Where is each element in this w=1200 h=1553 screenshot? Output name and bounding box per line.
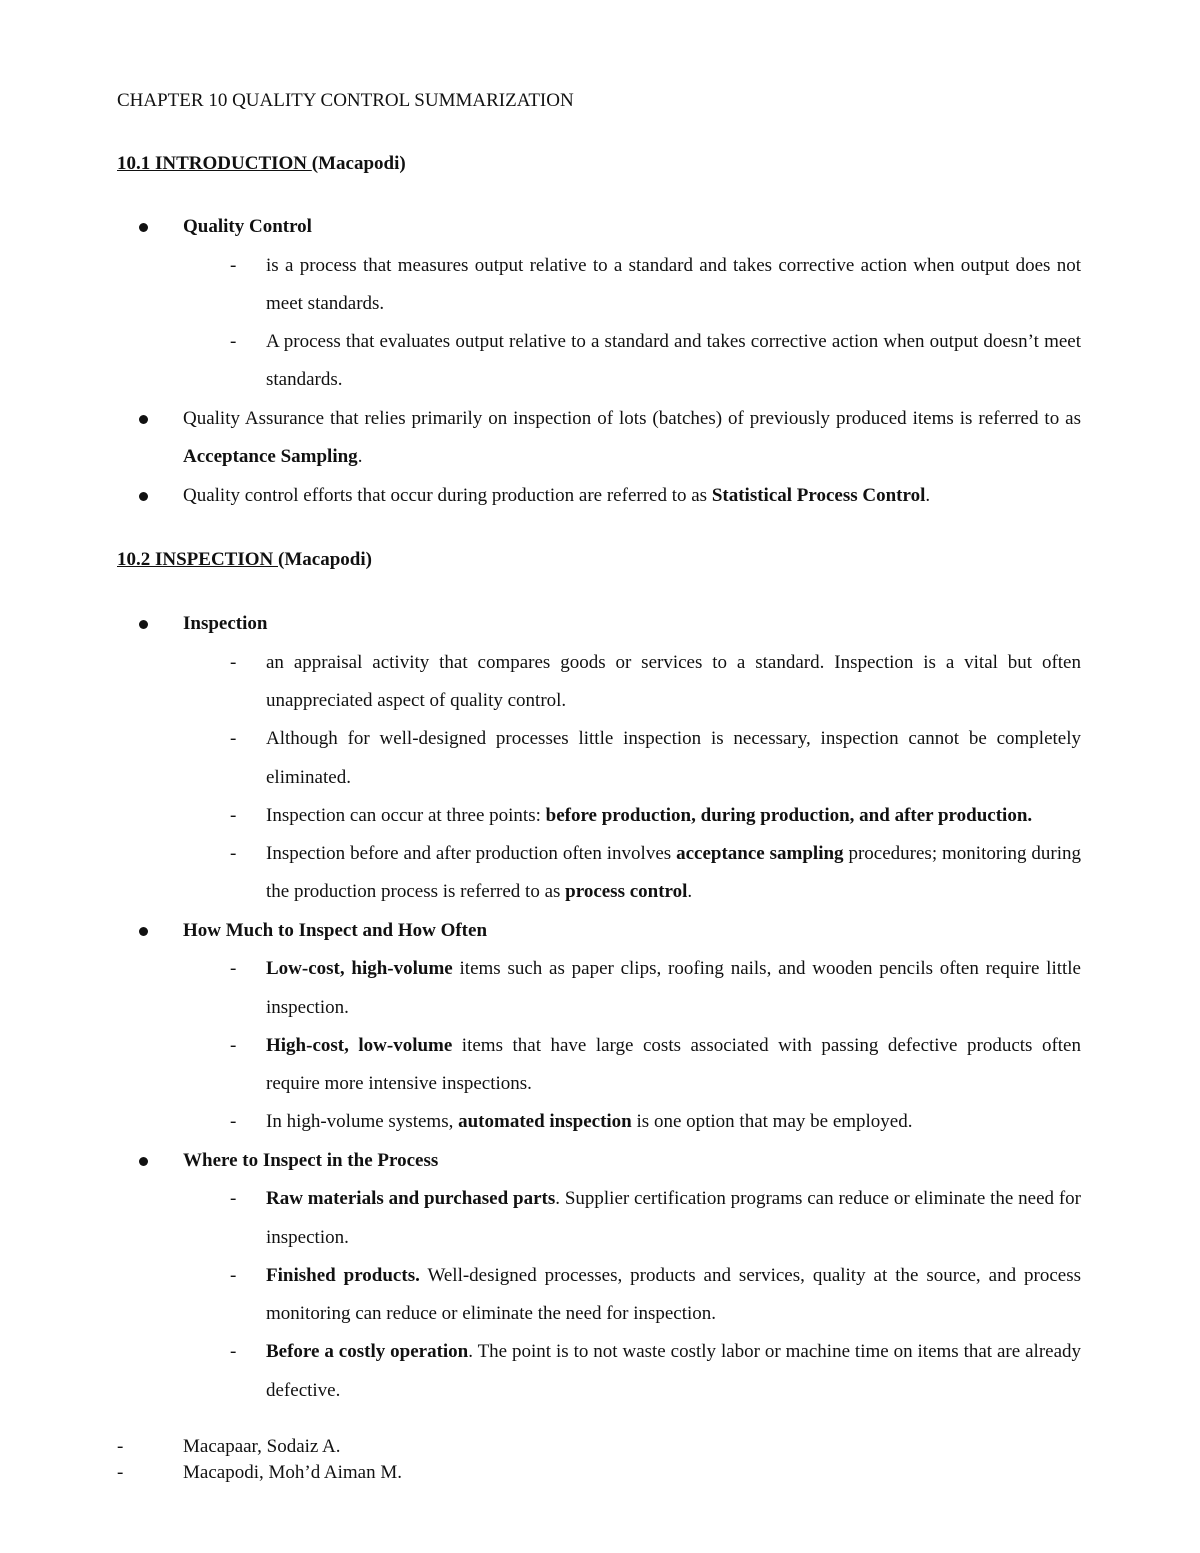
item-emphasis: High-cost, low-volume — [266, 1034, 453, 1056]
sub-list-item — [117, 1103, 1081, 1141]
item-text: items that have large costs associated with passing defective products often require more intensive inspections. — [266, 1034, 1081, 1095]
author-item — [117, 1460, 402, 1486]
item-emphasis: Low-cost, high-volume — [266, 958, 453, 980]
sub-list — [183, 1180, 1081, 1410]
item-emphasis: Statistical Process Control — [711, 484, 926, 506]
list-item — [117, 208, 1081, 400]
item-emphasis: automated inspection — [458, 1111, 632, 1133]
item-text: items such as paper clips, roofing nails, and wooden pencils often require little inspection. — [266, 958, 1081, 1018]
dash-icon: - — [230, 1111, 237, 1133]
item-text: . — [925, 484, 931, 506]
item-emphasis: Acceptance Sampling — [183, 446, 358, 468]
sub-list-item — [117, 835, 1081, 912]
section-author: (Macapodi) — [278, 549, 372, 571]
bullet-icon — [139, 492, 148, 501]
item-text: is one option that may be employed. — [631, 1111, 913, 1133]
item-text: . — [687, 881, 693, 903]
item-heading: Quality Control — [183, 216, 312, 237]
item-text: In high-volume systems, — [266, 1111, 459, 1133]
chapter-title: CHAPTER 10 QUALITY CONTROL SUMMARIZATION — [117, 90, 574, 111]
sub-list-item — [117, 950, 1081, 1027]
bullet-icon — [139, 620, 148, 629]
list-item — [117, 1142, 1081, 1410]
author-name: Macapaar, Sodaiz A. — [183, 1436, 341, 1457]
item-emphasis: Raw materials and purchased parts — [266, 1188, 556, 1210]
section-number-title: 10.1 INTRODUCTION — [117, 153, 312, 174]
item-heading: Where to Inspect in the Process — [183, 1149, 439, 1171]
sub-list-item — [117, 644, 1081, 721]
sub-list-item — [117, 1333, 1081, 1410]
sub-list-item — [117, 1257, 1081, 1334]
section-author: (Macapodi) — [311, 153, 406, 174]
dash-icon: - — [230, 1034, 237, 1056]
sub-list — [183, 950, 1081, 1141]
dash-icon: - — [230, 804, 237, 826]
list-item — [117, 912, 1081, 1142]
inspection-list — [117, 605, 1081, 1410]
dash-icon: - — [230, 728, 237, 750]
sub-list — [183, 247, 1081, 400]
dash-icon: - — [230, 1341, 237, 1363]
section-heading-introduction — [117, 150, 1081, 178]
item-text: Well-designed processes, products and services, quality at the source, and process monitoring can reduce or eliminate the need for inspection. — [266, 1264, 1081, 1325]
author-name: Macapodi, Moh’d Aiman M. — [183, 1462, 403, 1483]
item-text: Although for well-designed processes little inspection is necessary, inspection cannot be completely eliminated. — [266, 728, 1081, 788]
dash-icon: - — [230, 331, 237, 353]
item-text: . Supplier certification programs can reduce or eliminate the need for inspection. — [266, 1188, 1082, 1248]
item-heading: Inspection — [183, 613, 268, 635]
item-text: . — [357, 446, 363, 468]
introduction-list — [117, 208, 1081, 515]
item-text: Inspection can occur at three points: — [266, 804, 546, 826]
sub-list-item — [117, 797, 1081, 835]
sub-list-item — [117, 1180, 1081, 1257]
dash-icon: - — [117, 1436, 124, 1457]
item-text: Quality control efforts that occur during production are referred to as — [183, 484, 712, 506]
bullet-icon — [139, 223, 148, 232]
item-emphasis: before production, during production, and after production. — [545, 804, 1033, 826]
dash-icon: - — [230, 651, 237, 673]
dash-icon: - — [230, 1264, 237, 1286]
item-text: Quality Assurance that relies primarily on inspection of lots (batches) of previously produced items is referred to as — [183, 407, 1081, 429]
dash-icon: - — [230, 1188, 237, 1210]
item-text: procedures; monitoring during the production process is referred to as — [266, 843, 1081, 903]
item-text: Inspection before and after production often involves — [266, 843, 677, 865]
list-item — [117, 605, 1081, 912]
item-emphasis: Before a costly operation — [266, 1341, 469, 1363]
item-text: . The point is to not waste costly labor or machine time on items that are already defective. — [266, 1341, 1082, 1401]
bullet-icon — [139, 415, 148, 424]
bullet-icon — [139, 1157, 148, 1166]
sub-list-item — [117, 1027, 1081, 1104]
document-page — [117, 86, 1081, 1410]
item-text: an appraisal activity that compares goods or services to a standard. Inspection is a vital but often unappreciated aspect of quality control. — [266, 651, 1081, 711]
section-heading-inspection — [117, 546, 1081, 574]
authors-list — [117, 1434, 402, 1486]
sub-list-item — [117, 247, 1081, 324]
dash-icon: - — [230, 843, 237, 865]
sub-list-item — [117, 720, 1081, 797]
sub-list — [183, 644, 1081, 912]
item-heading: How Much to Inspect and How Often — [183, 919, 488, 941]
item-text: is a process that measures output relative to a standard and takes corrective action when output does not meet standards. — [266, 254, 1081, 314]
dash-icon: - — [230, 254, 237, 276]
dash-icon: - — [117, 1462, 124, 1483]
item-emphasis: acceptance sampling — [676, 843, 844, 865]
author-item — [117, 1434, 402, 1460]
sub-list-item — [117, 323, 1081, 400]
item-emphasis: Finished products. — [266, 1264, 420, 1286]
list-item — [117, 477, 1081, 516]
item-emphasis: process control — [565, 881, 688, 903]
bullet-icon — [139, 927, 148, 936]
list-item — [117, 400, 1081, 477]
item-text: A process that evaluates output relative to a standard and takes corrective action when output doesn’t meet standards. — [266, 331, 1081, 391]
section-number-title: 10.2 INSPECTION — [117, 549, 278, 571]
dash-icon: - — [230, 958, 237, 980]
